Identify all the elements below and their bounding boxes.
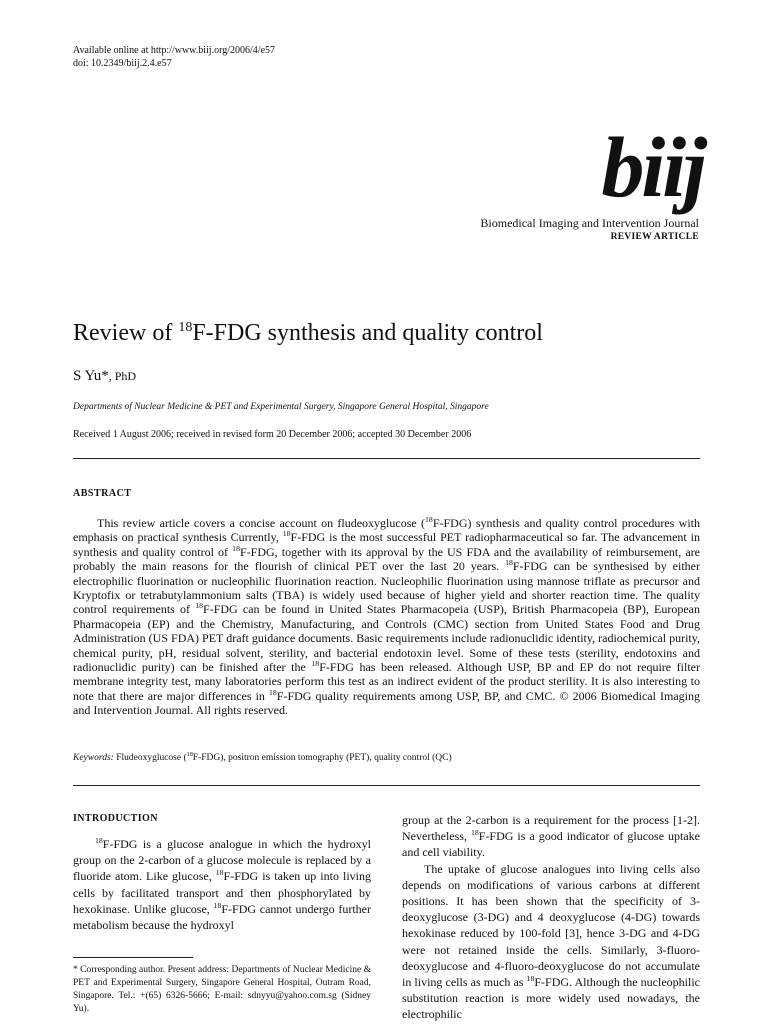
section-heading-introduction: INTRODUCTION (73, 813, 158, 824)
column-right: group at the 2-carbon is a requirement for the process [1-2]. Nevertheless, $^{18}$F-FDG is a good indicator of glucose uptake and cell viability. The uptake of glucose analogues into living cells also depends on modifications of various carbons at different positions. It has been shown that the specificity of 3-deoxyglucose (3-DG) and 4 deoxyglucose (4-DG) towards hexokinase reduced by 100-fold [3], hence 3-DG and 4-DG were not retained inside the cells. Similarly, 3-fluoro-deoxyglucose and 4-fluoro-deoxyglucose do not accumulate in living cells as much as $^{18}$F-FDG. Although the nucleophilic substitution reaction is more widely used nowadays, the electrophilic (402, 813, 700, 1022)
article-type: REVIEW ARTICLE (610, 232, 699, 242)
footnote-divider (73, 957, 193, 958)
article-availability (73, 44, 275, 70)
available-online-link[interactable]: Available online at http://www.biij.org/2006/4/e57 (73, 45, 276, 56)
column-left: $^{18}$F-FDG is a glucose analogue in which the hydroxyl group on the 2-carbon of a glucose molecule is replaced by a fluoride atom. Like glucose, $^{18}$F-FDG is taken up into living cells by facilitated transport and then phosphorylated by hexokinase. Unlike glucose, $^{18}$F-FDG cannot undergo further metabolism because the hydroxyl (73, 836, 371, 933)
doi-text: doi: 10.2349/biij.2.4.e57 (73, 58, 172, 69)
corresponding-author-footnote: * Corresponding author. Present address: Departments of Nuclear Medicine & PET and Experimental Surgery, Singapore General Hospital, Outram Road, Singapore. Tel.: +(65) 6326-5666; E-mail: sdnyyu@yahoo.com.sg (Sidney Yu). (73, 965, 371, 1014)
author-line (73, 368, 136, 385)
divider (73, 785, 700, 786)
author-degree: , PhD (108, 369, 137, 383)
journal-name: Biomedical Imaging and Intervention Journal (480, 216, 699, 230)
author-name: S Yu* (73, 368, 109, 384)
affiliation: Departments of Nuclear Medicine & PET and Experimental Surgery, Singapore General Hospital, Singapore (73, 402, 489, 412)
divider (73, 458, 700, 459)
abstract-body: This review article covers a concise account on fludeoxyglucose ($^{18}$F-FDG) synthesis and quality control procedures with emphasis on practical synthesis Currently, $^{18}$F-FDG is the most successful PET radiopharmaceutical so far. The advancement in synthesis and quality control of $^{18}$F-FDG, together with its approval by the US FDA and the availability of reimbursement, are probably the main reasons for the flourish of clinical PET over the last 20 years. $^{18}$F-FDG can be synthesised by either electrophilic fluorination or nucleophilic fluorination reaction. Nucleophilic fluorination using mannose triflate as precursor and Kryptofix or tetrabutylammonium salts (TBA) is widely used because of higher yield and shorter reaction time. The quality control requirements of $^{18}$F-FDG can be found in United States Pharmacopeia (USP), British Pharmacopeia (BP), European Pharmacopeia (EP) and the Chemistry, Manufacturing, and Controls (CMC) section from United States Food and Drug Administration (US FDA) PET draft guidance documents. Basic requirements include radionuclidic identity, radiochemical purity, chemical purity, pH, residual solvent, sterility, and bacterial endotoxin level. Some of these tests (sterility, endotoxins and radionuclidic purity) can be finished after the $^{18}$F-FDG has been released. Although USP, BP and EP do not require filter membrane integrity test, many laboratories perform this test as an indirect evident of the product sterility. It is also interesting to note that there are major differences in $^{18}$F-FDG quality requirements among USP, BP, and CMC. © 2006 Biomedical Imaging and Intervention Journal. All rights reserved. (73, 515, 701, 718)
abstract-heading: ABSTRACT (73, 488, 132, 499)
keywords: Keywords: Fludeoxyglucose ($^{18}$F-FDG), positron emission tomography (PET), quality control (QC) (73, 751, 452, 763)
received-dates: Received 1 August 2006; received in revised form 20 December 2006; accepted 30 December 2006 (73, 429, 472, 440)
journal-logo: biij (601, 119, 704, 215)
article-title: Review of $^{18}$F-FDG synthesis and quality control (73, 320, 543, 346)
